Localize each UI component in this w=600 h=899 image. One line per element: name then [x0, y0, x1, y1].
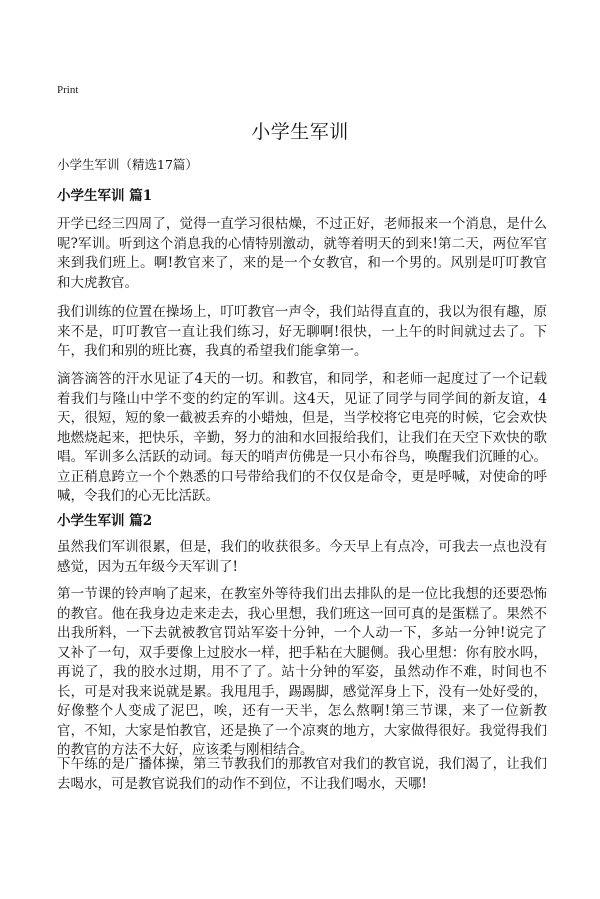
- document-title: 小学生军训: [251, 121, 349, 143]
- section-heading-2: 小学生军训 篇2: [57, 513, 153, 529]
- paragraph: 我们训练的位置在操场上，叮叮教官一声令，我们站得直直的，我以为很有趣，原来不是，叮叮教官一直让我们练习，好无聊啊!很快，一上午的时间就过去了。下午，我们和别的班比赛，我真的希望我们能拿第一。: [57, 304, 547, 359]
- paragraph: 第一节课的铃声响了起来，在教室外等待我们出去排队的是一位比我想的还要恐怖的教官。他在我身边走来走去，我心里想，我们班这一回可真的是蛋糕了。果然不出我所料，一下去就被教官罚站军姿十分钟，一个人动一下，多站一分钟!说完了又补了一句，双手要像上过胶水一样，把手粘在大腿侧。我心里想：你有胶水吗，再说了，我的胶水过期，用不了了。站十分钟的军姿，虽然动作不难，时间也不长，可是对我来说就是累。我甩甩手，踢踢脚，感觉浑身上下，没有一处好受的，好像整个人变成了泥巴，唉，还有一天半，怎么熬啊!第三节课，来了一位新教官，不知，大家是怕教官，还是换了一个凉爽的地方，大家做得很好。我觉得我们的教官的方法不大好，应该柔与刚相结合。: [57, 586, 547, 758]
- print-label[interactable]: Print: [57, 84, 79, 96]
- paragraph: 虽然我们军训很累，但是，我们的收获很多。今天早上有点冷，可我去一点也没有感觉，因为五年级今天军训了!: [57, 539, 547, 575]
- paragraph: 下午练的是广播体操，第三节教我们的那教官对我们的教官说，我们渴了，让我们去喝水，可是教官说我们的动作不到位，不让我们喝水，天哪!: [57, 756, 547, 792]
- paragraph: 滴答滴答的汗水见证了4天的一切。和教官，和同学，和老师一起度过了一个记载着我们与隆山中学不变的约定的军训。这4天，见证了同学与同学间的新友谊，4天，很短，短的象一截被丢弃的小蜡烛，但是，当学校将它电亮的时候，它会欢快地燃烧起来，把快乐，辛勤，努力的油和水回报给我们，让我们在天空下欢快的歌唱。军训多么活跃的动词。每天的哨声仿佛是一只小布谷鸟，唤醒我们沉睡的心。立正稍息跨立一个个熟悉的口号带给我们的不仅仅是命令，更是呼喊，对使命的呼喊，令我们的心无比活跃。: [57, 371, 547, 504]
- document-subtitle: 小学生军训（精选17篇）: [57, 157, 198, 172]
- section-heading-1: 小学生军训 篇1: [57, 188, 153, 204]
- paragraph: 开学已经三四周了，觉得一直学习很枯燥，不过正好，老师报来一个消息，是什么呢?军训。听到这个消息我的心情特别激动，就等着明天的到来!第二天，两位军官来到我们班上。啊!教官来了，来的是一个女教官，和一个男的。风别是叮叮教官和大虎教官。: [57, 216, 547, 291]
